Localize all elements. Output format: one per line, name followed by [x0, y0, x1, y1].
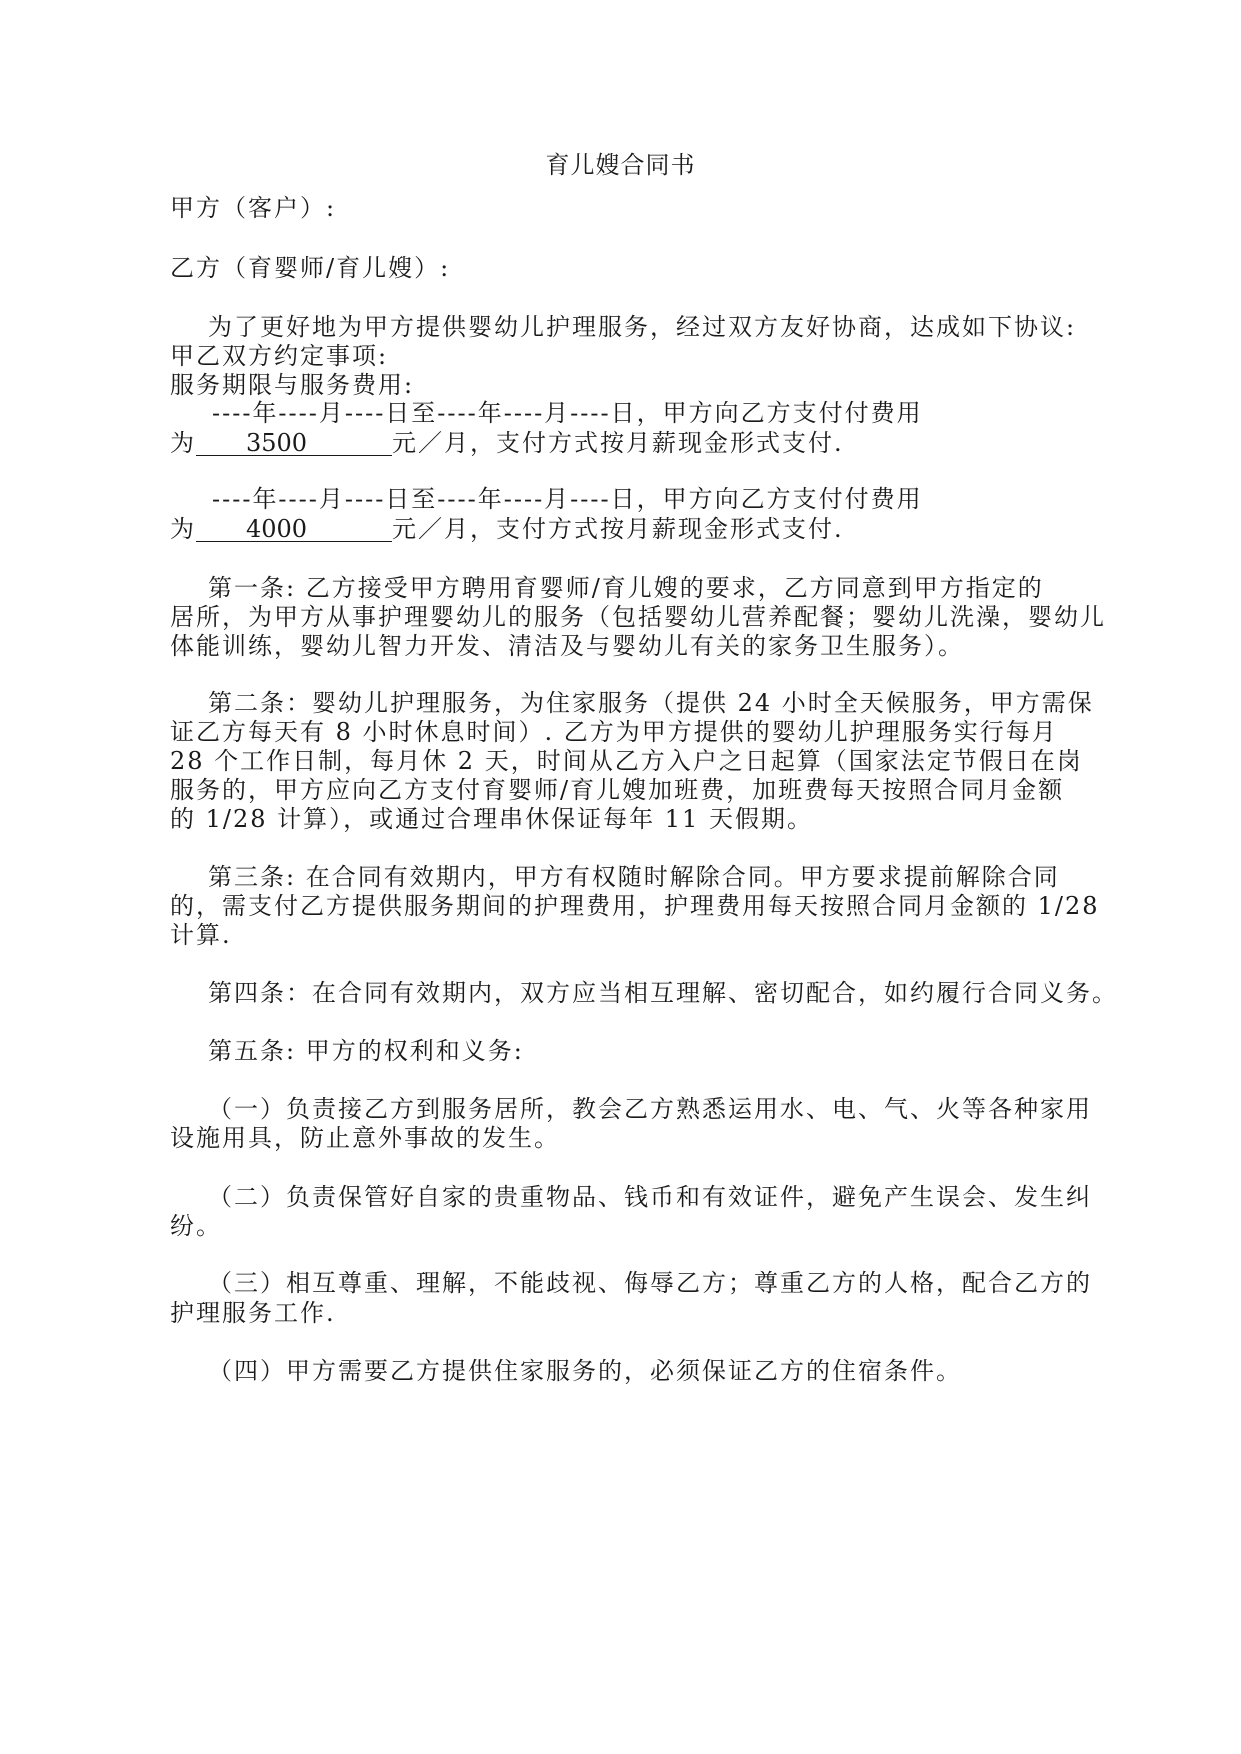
period1-fee-line	[170, 428, 844, 458]
article-1-line-3: 体能训练，婴幼儿智力开发、清洁及与婴幼儿有关的家务卫生服务）。	[170, 632, 964, 660]
period2-amount-blank	[196, 517, 392, 542]
agreed-items-heading: 甲乙双方约定事项:	[170, 342, 389, 370]
period1-amount: 3500	[246, 429, 308, 457]
period2-fee-line	[170, 514, 844, 544]
period2-prefix: 为	[170, 515, 196, 543]
article-3-line-1: 第三条: 在合同有效期内，甲方有权随时解除合同。甲方要求提前解除合同	[208, 863, 1060, 891]
article-2-line-1: 第二条：婴幼儿护理服务，为住家服务（提供 24 小时全天候服务，甲方需保	[208, 689, 1094, 717]
period2-suffix: 元／月，支付方式按月薪现金形式支付.	[392, 515, 844, 543]
period1-suffix: 元／月，支付方式按月薪现金形式支付.	[392, 429, 844, 457]
item-3-line-2: 护理服务工作.	[170, 1299, 336, 1327]
period1-amount-blank	[196, 431, 392, 456]
article-2-line-4: 服务的，甲方应向乙方支付育婴师/育儿嫂加班费，加班费每天按照合同月金额	[170, 776, 1065, 804]
article-2-line-5: 的 1/28 计算），或通过合理串休保证每年 11 天假期。	[170, 805, 813, 833]
article-3-line-2: 的，需支付乙方提供服务期间的护理费用，护理费用每天按照合同月金额的 1/28	[170, 892, 1100, 920]
intro-paragraph: 为了更好地为甲方提供婴幼儿护理服务，经过双方友好协商，达成如下协议:	[208, 313, 1077, 341]
party-b-label: 乙方（育婴师/育儿嫂）:	[170, 254, 451, 282]
item-1-line-2: 设施用具，防止意外事故的发生。	[170, 1124, 560, 1152]
item-1-line-1: （一）负责接乙方到服务居所，教会乙方熟悉运用水、电、气、火等各种家用	[208, 1095, 1092, 1123]
document-title: 育儿嫂合同书	[545, 151, 696, 179]
item-2-line-2: 纷。	[170, 1212, 222, 1240]
period2-amount: 4000	[246, 515, 308, 543]
article-4: 第四条：在合同有效期内，双方应当相互理解、密切配合，如约履行合同义务。	[208, 979, 1118, 1007]
article-1-line-2: 居所，为甲方从事护理婴幼儿的服务（包括婴幼儿营养配餐；婴幼儿洗澡，婴幼儿	[170, 603, 1106, 631]
item-2-line-1: （二）负责保管好自家的贵重物品、钱币和有效证件，避免产生误会、发生纠	[208, 1183, 1092, 1211]
article-2-line-3: 28 个工作日制，每月休 2 天，时间从乙方入户之日起算（国家法定节假日在岗	[170, 747, 1083, 775]
article-5-heading: 第五条: 甲方的权利和义务:	[208, 1037, 524, 1065]
period2-dates: ----年----月----日至----年----月----日，甲方向乙方支付付费用	[212, 485, 923, 513]
period1-dates: ----年----月----日至----年----月----日，甲方向乙方支付付费用	[212, 399, 923, 427]
article-2-line-2: 证乙方每天有 8 小时休息时间）. 乙方为甲方提供的婴幼儿护理服务实行每月	[170, 718, 1058, 746]
article-3-line-3: 计算.	[170, 921, 232, 949]
item-3-line-1: （三）相互尊重、理解，不能歧视、侮辱乙方；尊重乙方的人格，配合乙方的	[208, 1269, 1092, 1297]
party-a-label: 甲方（客户）:	[170, 194, 337, 222]
service-period-heading: 服务期限与服务费用:	[170, 371, 415, 399]
article-1-line-1: 第一条: 乙方接受甲方聘用育婴师/育儿嫂的要求，乙方同意到甲方指定的	[208, 574, 1044, 602]
item-4: （四）甲方需要乙方提供住家服务的，必须保证乙方的住宿条件。	[208, 1357, 962, 1385]
period1-prefix: 为	[170, 429, 196, 457]
